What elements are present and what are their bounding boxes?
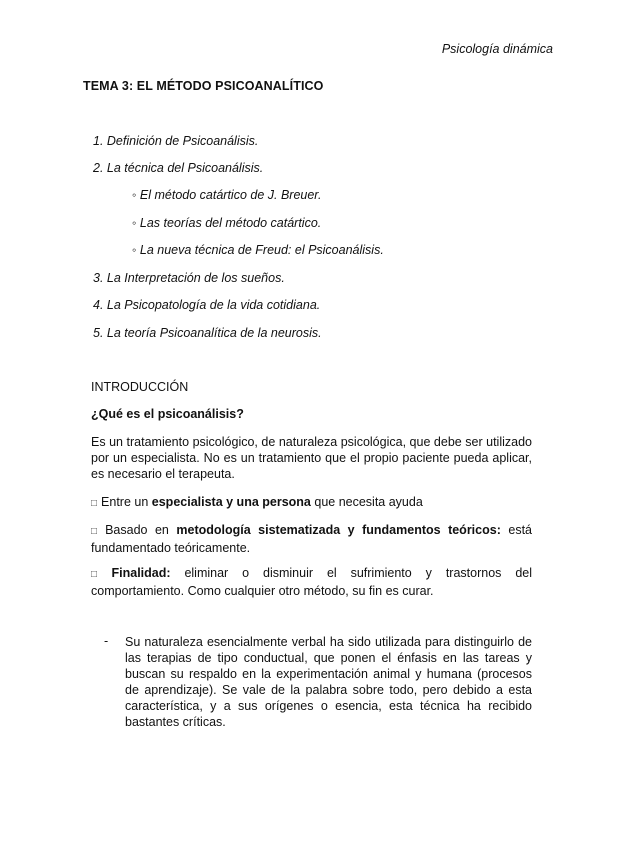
toc-subitem: ◦ El método catártico de J. Breuer. bbox=[132, 188, 322, 202]
toc-subitem: ◦ Las teorías del método catártico. bbox=[132, 216, 322, 230]
dash-bullet: - bbox=[104, 634, 109, 648]
point-text: está fundamentado teóricamente. bbox=[91, 523, 532, 555]
dash-paragraph: Su naturaleza esencialmente verbal ha sido utilizada para distinguirlo de las terapias de tipo conductual, que ponen el énfasis en las tareas y buscan su respaldo en la experimentación animal y humana (procesos de aprendizaje). Se vale de la palabra sobre todo, pero debido a esta característica, y a sus orígenes o esencia, esta técnica ha recibido bastantes críticas. bbox=[125, 635, 532, 729]
point-text: que necesita ayuda bbox=[310, 495, 423, 509]
checkbox-square-icon: □ bbox=[91, 526, 102, 537]
toc-item: 3. La Interpretación de los sueños. bbox=[93, 271, 285, 285]
document-title: TEMA 3: EL MÉTODO PSICOANALÍTICO bbox=[83, 79, 324, 93]
point-paragraph bbox=[91, 565, 532, 599]
point-bold-text: especialista y una persona bbox=[151, 495, 311, 509]
point-bold-text: Finalidad: bbox=[111, 566, 171, 580]
point-bold-text: metodología sistematizada y fundamentos teóricos: bbox=[176, 523, 501, 537]
point-paragraph bbox=[91, 522, 532, 556]
checkbox-square-icon: □ bbox=[91, 569, 108, 580]
point-text: Basado en bbox=[105, 523, 177, 537]
toc-item: 4. La Psicopatología de la vida cotidiana. bbox=[93, 298, 321, 312]
toc-subitem: ◦ La nueva técnica de Freud: el Psicoanálisis. bbox=[132, 243, 384, 257]
intro-paragraph: Es un tratamiento psicológico, de naturaleza psicológica, que debe ser utilizado por un especialista. No es un tratamiento que el propio paciente pueda aplicar, es necesario el terapeuta. bbox=[91, 435, 532, 481]
question-heading: ¿Qué es el psicoanálisis? bbox=[91, 407, 244, 421]
running-header: Psicología dinámica bbox=[441, 42, 553, 56]
checkbox-square-icon: □ bbox=[91, 498, 98, 509]
toc-item: 1. Definición de Psicoanálisis. bbox=[93, 134, 259, 148]
point-paragraph bbox=[91, 494, 532, 512]
toc-item: 5. La teoría Psicoanalítica de la neurosis. bbox=[93, 326, 322, 340]
point-text: eliminar o disminuir el sufrimiento y trastornos del comportamiento. Como cualquier otro método, su fin es curar. bbox=[91, 566, 532, 598]
section-heading: INTRODUCCIÓN bbox=[91, 380, 189, 394]
point-text: Entre un bbox=[101, 495, 152, 509]
toc-item: 2. La técnica del Psicoanálisis. bbox=[93, 161, 264, 175]
